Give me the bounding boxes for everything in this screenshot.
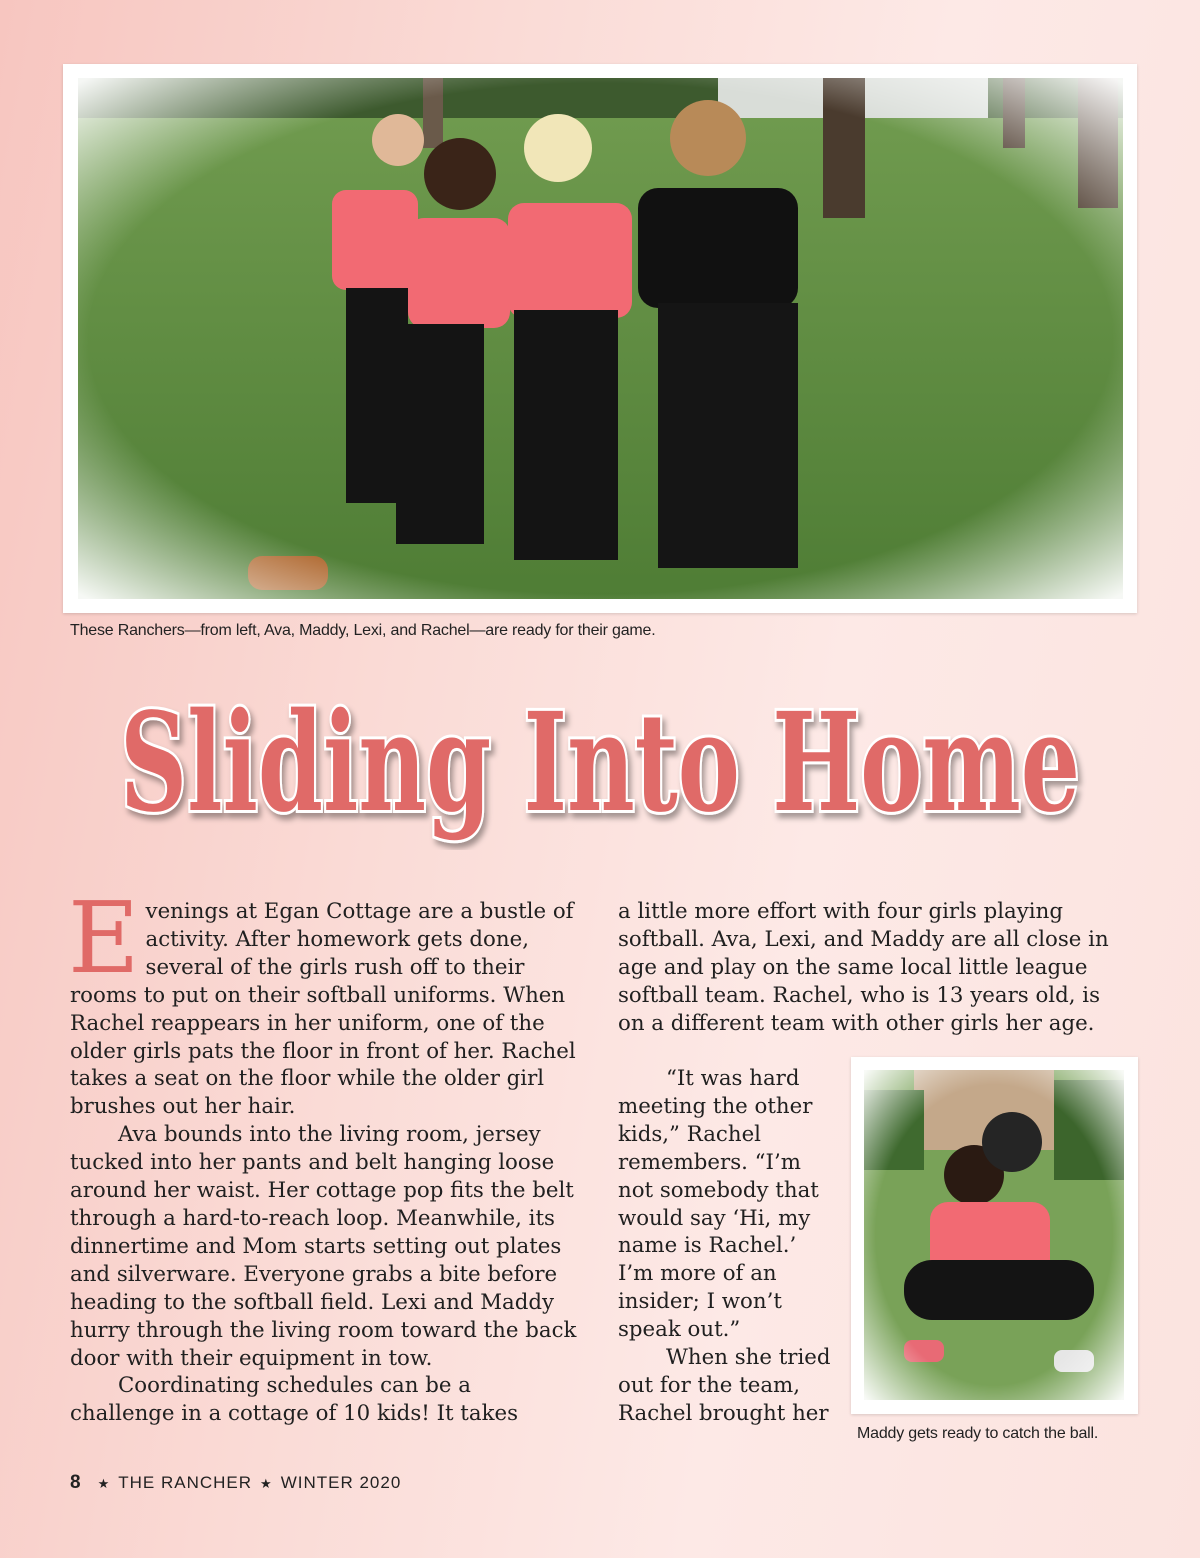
star-icon: ★ (260, 1476, 273, 1491)
side-photo (864, 1070, 1124, 1400)
page-number: 8 (70, 1472, 82, 1493)
headline (0, 680, 1200, 850)
paragraph-2: Ava bounds into the living room, jersey tucked into her pants and belt hanging loose around her waist. Her cottage pop fits the belt through a hard-to-reach loop. Meanwhile, its dinnertime and Mom starts setting out plates and silverware. Everyone grabs a bite before heading to the softball field. Lexi and Maddy hurry through the living room toward the back door with their equipment in tow. (70, 1122, 577, 1371)
top-photo-caption: These Ranchers—from left, Ava, Maddy, Lexi, and Rachel—are ready for their game. (70, 622, 656, 639)
star-icon: ★ (97, 1476, 111, 1491)
article-column-2-top (618, 898, 1118, 1038)
top-photo (78, 78, 1123, 599)
headline-text: Sliding Into Home (120, 683, 1080, 843)
page-footer (70, 1472, 401, 1494)
article-column-1 (68, 882, 582, 1428)
paragraph-6: When she tried out for the team, Rachel brought her (618, 1345, 831, 1426)
paragraph-4: a little more effort with four girls playing softball. Ava, Lexi, and Maddy are all close in age and play on the same local little league softball team. Rachel, who is 13 years old, is on a different team with other girls her age. (618, 899, 1109, 1036)
drop-cap: E (68, 882, 140, 996)
paragraph-1: Evenings at Egan Cottage are a bustle of activity. After homework gets done, several of the girls rush off to their rooms to put on their softball uniforms. When Rachel reappears in her uniform, one of the older girls pats the floor in front of her. Rachel takes a seat on the floor while the older girl brushes out her hair. (68, 882, 576, 1120)
publication-name: THE RANCHER (118, 1473, 253, 1492)
paragraph-3: Coordinating schedules can be a challenge in a cottage of 10 kids! It takes (70, 1373, 519, 1427)
article-column-2-narrow (618, 1065, 834, 1428)
side-photo-caption: Maddy gets ready to catch the ball. (857, 1425, 1099, 1442)
paragraph-5: “It was hard meeting the other kids,” Rachel remembers. “I’m not somebody that would say ‘Hi, my name is Rachel.’ I’m more of an insider; I won’t speak out.” (618, 1066, 819, 1343)
issue-name: WINTER 2020 (280, 1473, 402, 1492)
